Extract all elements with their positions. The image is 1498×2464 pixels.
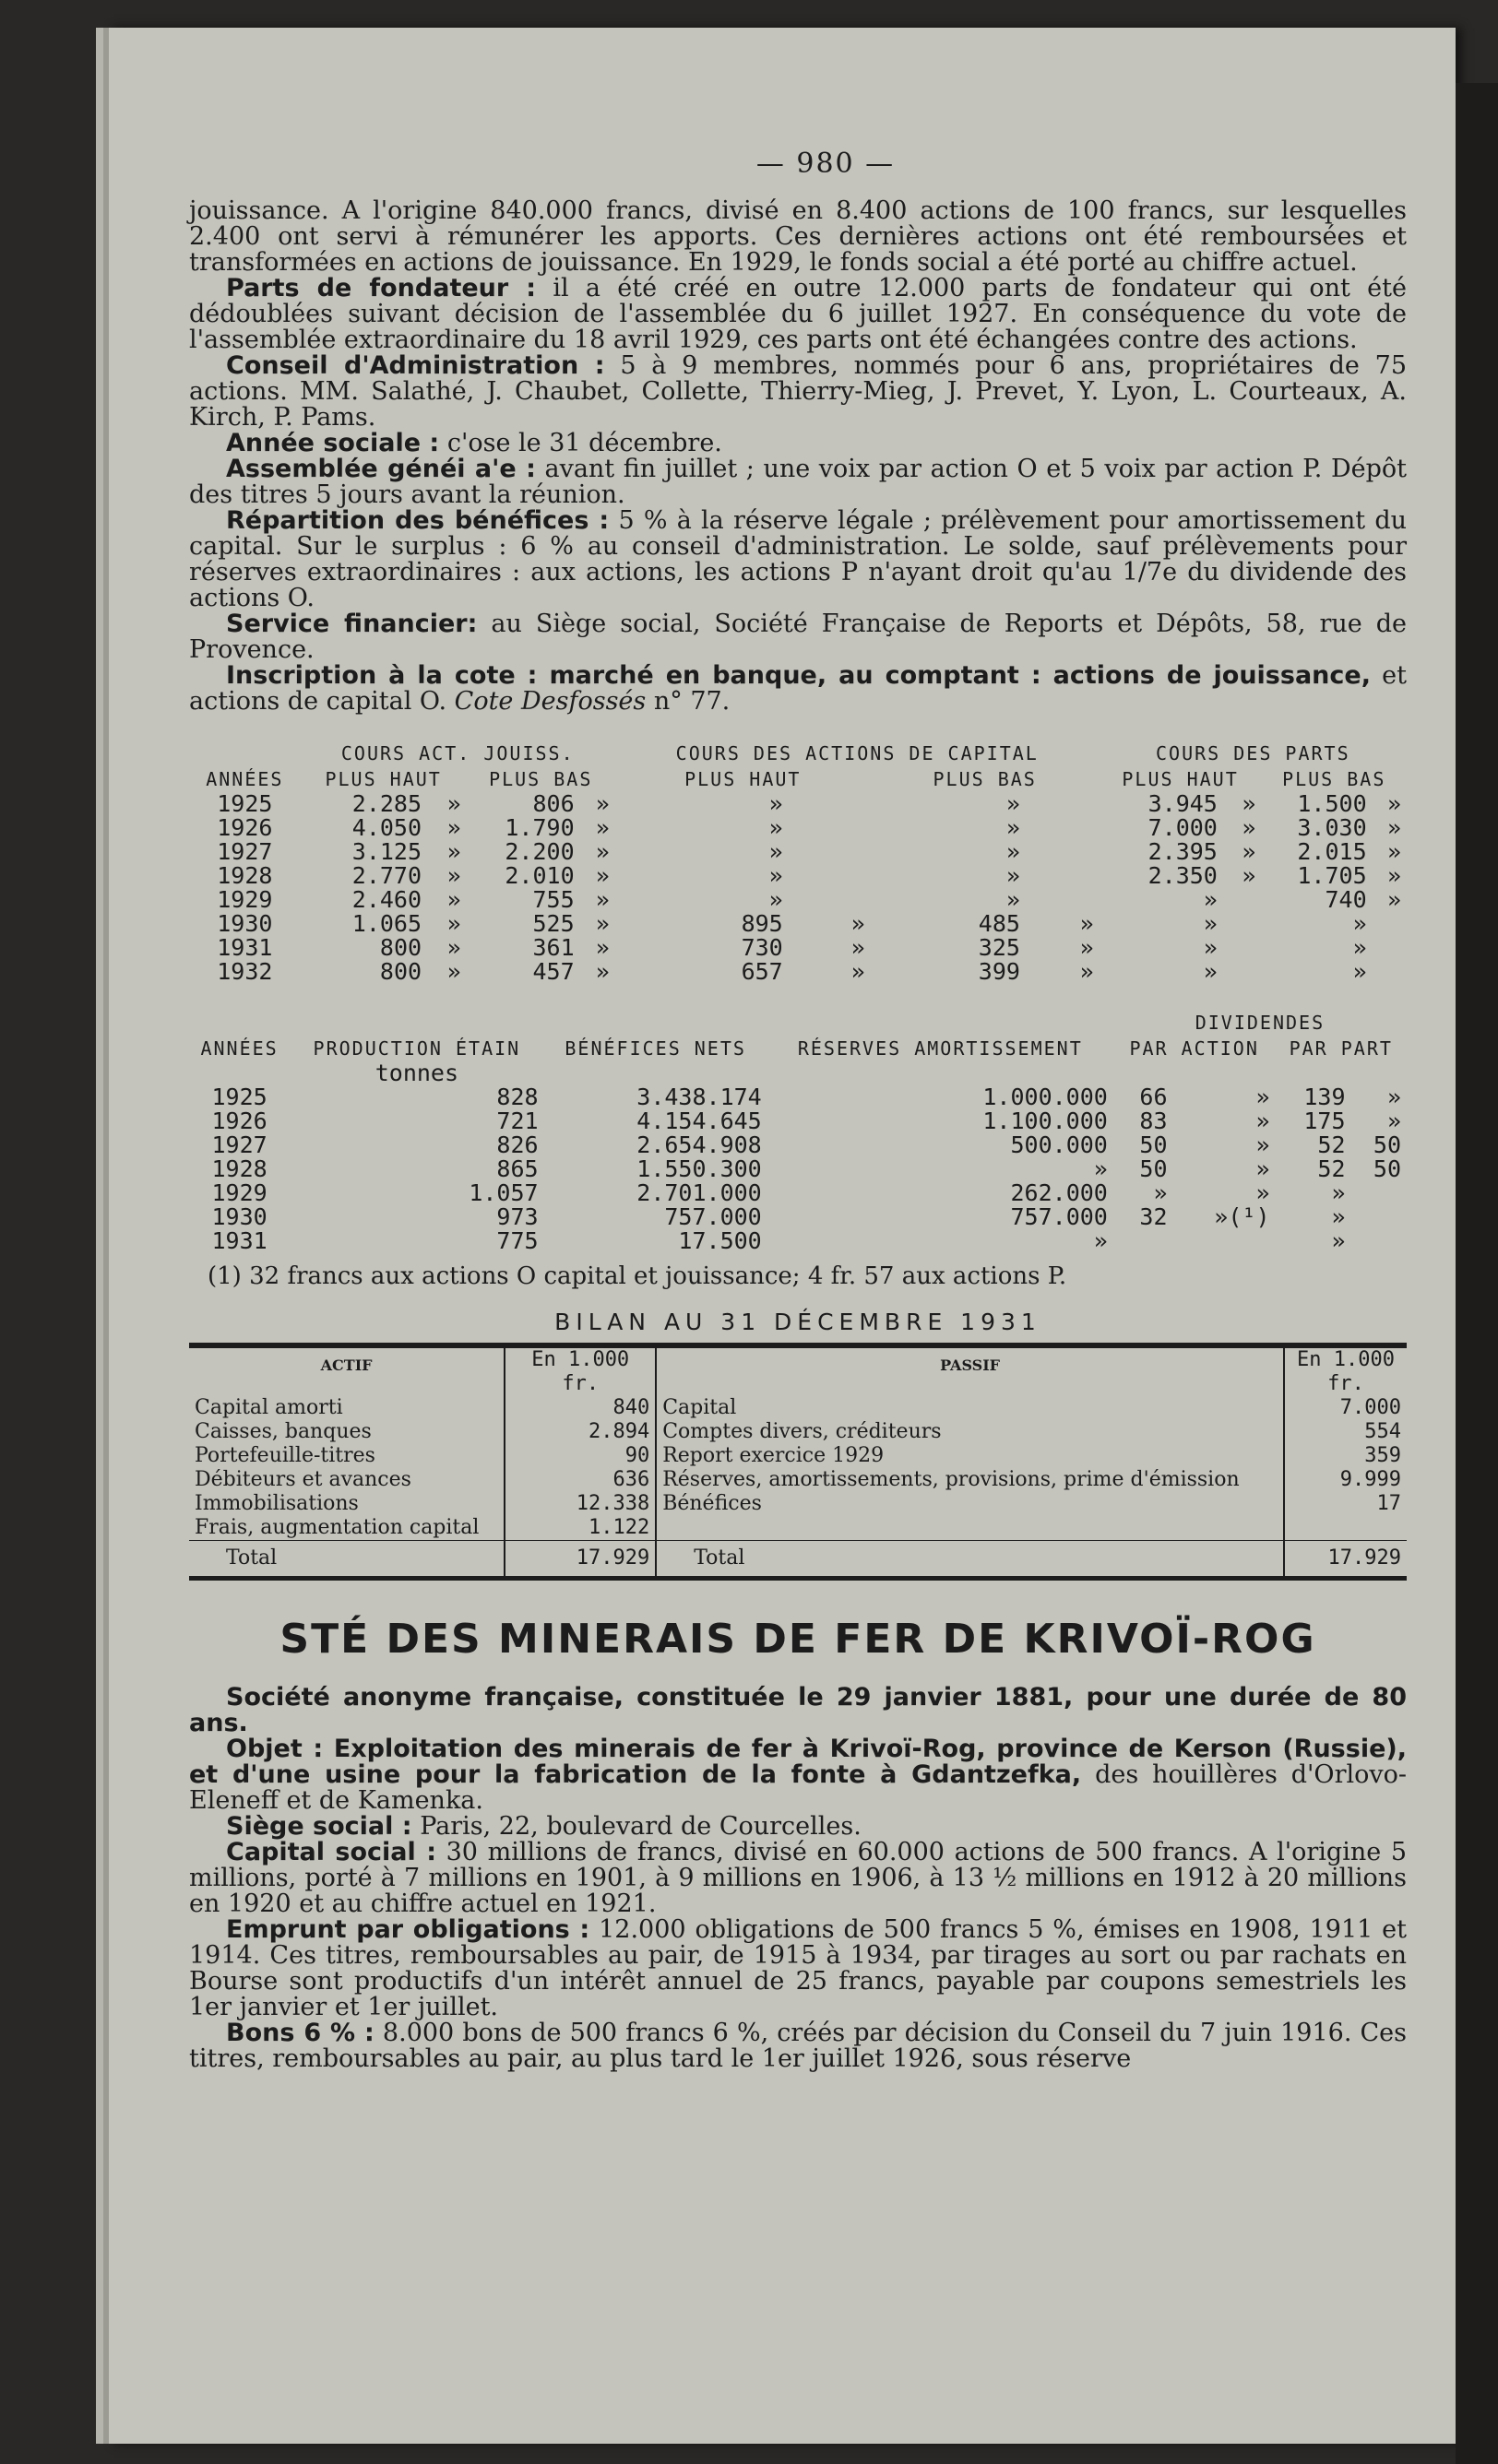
table-cell bbox=[789, 888, 871, 912]
table-row bbox=[189, 888, 1407, 912]
intro-paragraph: jouissance. A l'origine 840.000 francs, divisé en 8.400 actions de 100 francs, sur lesquelles 2.400 ont servi à rémunérer les apports. Ces dernières actions ont été remboursées et transformées en actions de jouissance. En 1929, le fonds social a été porté au chiffre actuel. bbox=[189, 196, 1407, 277]
col-lo-1: PLUS BAS bbox=[489, 768, 593, 790]
balance-row bbox=[189, 1420, 1407, 1444]
table-cell: » bbox=[1005, 838, 1020, 865]
company2-label: Siège social : bbox=[226, 1812, 412, 1841]
section-paragraph bbox=[189, 276, 1407, 353]
actif-amount: 636 bbox=[505, 1468, 656, 1492]
actif-amount: 840 bbox=[505, 1396, 656, 1420]
section-label: Service financier: bbox=[226, 610, 478, 638]
table-cell bbox=[789, 816, 871, 840]
company2-label: Capital social : bbox=[226, 1838, 437, 1866]
passif-label bbox=[656, 1516, 1284, 1541]
table-cell bbox=[1223, 888, 1262, 912]
table-cell: 1.057 bbox=[469, 1179, 539, 1206]
section-paragraph bbox=[189, 431, 1407, 456]
table-cell: » bbox=[446, 790, 461, 817]
section-paragraph bbox=[189, 353, 1407, 431]
table-cell bbox=[1223, 912, 1262, 936]
results-table-body bbox=[189, 1085, 1407, 1253]
page-number: — 980 — bbox=[755, 148, 896, 180]
table-cell: 485 bbox=[978, 910, 1020, 937]
table-cell: 3.030 bbox=[1297, 814, 1367, 841]
balance-row bbox=[189, 1468, 1407, 1492]
table-cell: 1926 bbox=[211, 1108, 268, 1134]
col-lo-2: PLUS BAS bbox=[933, 768, 1037, 790]
table-row bbox=[189, 1133, 1407, 1157]
table-cell bbox=[1026, 816, 1100, 840]
table-cell: » bbox=[1005, 862, 1020, 889]
company2-paragraph bbox=[189, 1917, 1407, 2020]
table-cell: » bbox=[595, 886, 610, 913]
results-table bbox=[189, 1010, 1407, 1253]
company2-text: 12.000 obligations de 500 francs 5 %, émises en 1908, 1911 et 1914. Ces titres, remboursables au pair, de 1915 à 1934, par tirages au sort ou par rachats en Bourse sont productifs d'un intérêt annuel de 25 francs, payable par coupons semestriels les 1er janvier et 1er juillet. bbox=[189, 1915, 1407, 2021]
table-cell: » bbox=[1093, 1155, 1108, 1182]
table-cell: » bbox=[1352, 934, 1367, 961]
section-paragraph bbox=[189, 611, 1407, 663]
table-cell: » bbox=[446, 814, 461, 841]
table-cell: » bbox=[1242, 790, 1256, 817]
section-text: et actions de capital O. bbox=[189, 661, 1407, 716]
section-text: 5 à 9 membres, nommés pour 6 ans, propriétaires de 75 actions. MM. Salathé, J. Chaubet, Collette, Thierry-Mieg, J. Prevet, Y. Lyon, L. Courteaux, A. Kirch, P. Pams. bbox=[189, 351, 1407, 432]
table-cell: 52 bbox=[1317, 1131, 1346, 1158]
page-content bbox=[189, 148, 1407, 2072]
table-cell: » bbox=[1079, 934, 1094, 961]
table-cell: » bbox=[446, 934, 461, 961]
passif-amount: 359 bbox=[1284, 1444, 1407, 1468]
total-actif: 17.929 bbox=[505, 1541, 656, 1579]
actif-label: Débiteurs et avances bbox=[195, 1468, 411, 1491]
section-paragraph bbox=[189, 456, 1407, 508]
passif-amount: 7.000 bbox=[1284, 1396, 1407, 1420]
table-cell: » bbox=[1352, 910, 1367, 937]
table-cell: 865 bbox=[496, 1155, 539, 1182]
table-cell: 500.000 bbox=[1010, 1131, 1108, 1158]
table-cell: » bbox=[850, 958, 865, 985]
table-row bbox=[189, 1085, 1407, 1109]
table-cell: 50 bbox=[1139, 1131, 1168, 1158]
table-cell: 730 bbox=[741, 934, 783, 961]
table-cell: » bbox=[768, 886, 783, 913]
section-text: avant fin juillet ; une voix par action O et 5 voix par action P. Dépôt des titres 5 jours avant la réunion. bbox=[189, 455, 1407, 509]
table-cell: » bbox=[1242, 838, 1256, 865]
table-cell: » bbox=[1005, 790, 1020, 817]
table-cell: 721 bbox=[496, 1108, 539, 1134]
table-cell: 4.154.645 bbox=[636, 1108, 762, 1134]
table-cell: 2.285 bbox=[351, 790, 422, 817]
table-cell: 3.125 bbox=[351, 838, 422, 865]
table-cell: » bbox=[1079, 958, 1094, 985]
passif-label: Réserves, amortissements, provisions, prime d'émission bbox=[662, 1468, 1240, 1491]
actif-label: Portefeuille-titres bbox=[195, 1444, 375, 1467]
company2-bold-text: Exploitation des minerais de fer à Krivoï-Rog, province de Kerson (Russie), et d'une usine pour la fabrication de la fonte à Gdantzefka, bbox=[189, 1735, 1407, 1789]
table-cell: » bbox=[1386, 838, 1401, 865]
table-cell: 1928 bbox=[217, 862, 273, 889]
table-cell: 757.000 bbox=[1010, 1203, 1108, 1230]
table-cell: 800 bbox=[379, 958, 422, 985]
company2-sections bbox=[189, 1736, 1407, 2072]
table-cell: 1.500 bbox=[1297, 790, 1367, 817]
passif-header: PASSIF bbox=[940, 1356, 1001, 1374]
table-row bbox=[189, 792, 1407, 816]
table-cell bbox=[1373, 936, 1407, 960]
col-production: PRODUCTION ÉTAIN bbox=[313, 1037, 521, 1060]
table-cell: 775 bbox=[496, 1227, 539, 1254]
passif-label: Report exercice 1929 bbox=[662, 1444, 885, 1467]
table-cell: » bbox=[768, 790, 783, 817]
section-text: il a été créé en outre 12.000 parts de fondateur qui ont été dédoublées suivant décision de l'assemblée du 6 juillet 1927. En conséquence du vote de l'assemblée extraordinaire du 18 avril 1929, ces parts ont été échangées contre des actions. bbox=[189, 274, 1407, 354]
col-group-jouiss: COURS ACT. JOUISS. bbox=[340, 742, 575, 764]
actif-label: Caisses, banques bbox=[195, 1420, 372, 1443]
table-row bbox=[189, 840, 1407, 864]
table-cell: » bbox=[446, 886, 461, 913]
company2-text: 8.000 bons de 500 francs 6 %, créés par décision du Conseil du 7 juin 1916. Ces titres, remboursables au pair, au plus tard le 1er juillet 1926, sous réserve bbox=[189, 2019, 1407, 2073]
passif-unit: En 1.000 fr. bbox=[1284, 1345, 1407, 1396]
section-paragraph bbox=[189, 663, 1407, 715]
balance-row bbox=[189, 1492, 1407, 1516]
table-row bbox=[189, 1181, 1407, 1205]
table-cell: » bbox=[1386, 1084, 1401, 1110]
company2-paragraph bbox=[189, 2020, 1407, 2072]
table-cell: 1930 bbox=[211, 1203, 268, 1230]
company2-label: Emprunt par obligations : bbox=[226, 1915, 590, 1944]
table-cell: » bbox=[1242, 814, 1256, 841]
table-cell: » bbox=[1386, 790, 1401, 817]
table-cell: 1932 bbox=[217, 958, 273, 985]
table-cell: 7.000 bbox=[1147, 814, 1218, 841]
table-cell: 1928 bbox=[211, 1155, 268, 1182]
table-cell: » bbox=[1005, 814, 1020, 841]
table-cell: » bbox=[595, 910, 610, 937]
table-cell: 50 bbox=[1139, 1155, 1168, 1182]
actif-label: Frais, augmentation capital bbox=[195, 1516, 480, 1539]
table-cell: 2.701.000 bbox=[636, 1179, 762, 1206]
company2-text: 30 millions de francs, divisé en 60.000 actions de 500 francs. A l'origine 5 millions, porté à 7 millions en 1901, à 9 millions en 1906, à 13 ½ millions en 1912 à 20 millions en 1920 et au chiffre actuel en 1921. bbox=[189, 1838, 1407, 1918]
table-cell: 755 bbox=[532, 886, 575, 913]
actif-unit: En 1.000 fr. bbox=[505, 1345, 656, 1396]
table-cell bbox=[1223, 936, 1262, 960]
section-label: Année sociale : bbox=[226, 429, 440, 457]
table-cell: 1.000.000 bbox=[982, 1084, 1108, 1110]
col-group-capital: COURS DES ACTIONS DE CAPITAL bbox=[675, 742, 1039, 764]
price-table-body bbox=[189, 792, 1407, 984]
table-cell: » bbox=[446, 862, 461, 889]
table-cell: 52 bbox=[1317, 1155, 1346, 1182]
actif-amount: 12.338 bbox=[505, 1492, 656, 1516]
table-row bbox=[189, 816, 1407, 840]
table-row bbox=[189, 936, 1407, 960]
table-cell: 2.200 bbox=[505, 838, 575, 865]
balance-row bbox=[189, 1444, 1407, 1468]
section-label: Assemblée généi a'e : bbox=[226, 455, 536, 483]
table-row bbox=[189, 1205, 1407, 1229]
table-cell: 2.395 bbox=[1147, 838, 1218, 865]
table-cell: » bbox=[768, 814, 783, 841]
table-cell bbox=[1373, 960, 1407, 984]
table-cell: 2.654.908 bbox=[636, 1131, 762, 1158]
price-table bbox=[189, 740, 1407, 984]
table-cell: » bbox=[1386, 814, 1401, 841]
table-cell: 1.790 bbox=[505, 814, 575, 841]
table-cell: 1931 bbox=[211, 1227, 268, 1254]
table-cell: » bbox=[595, 838, 610, 865]
table-cell: 525 bbox=[532, 910, 575, 937]
table-cell: » bbox=[850, 934, 865, 961]
col-annees-2: ANNÉES bbox=[200, 1037, 279, 1060]
table-cell: 50 bbox=[1373, 1131, 1401, 1158]
table-cell: 83 bbox=[1139, 1108, 1168, 1134]
col-hi-2: PLUS HAUT bbox=[684, 768, 802, 790]
table-cell: 2.460 bbox=[351, 886, 422, 913]
table-cell: » bbox=[1203, 910, 1218, 937]
passif-amount bbox=[1284, 1516, 1407, 1541]
table-cell bbox=[1351, 1205, 1407, 1229]
table-cell: » bbox=[1255, 1084, 1270, 1110]
actif-amount: 90 bbox=[505, 1444, 656, 1468]
actif-label: Immobilisations bbox=[195, 1492, 359, 1515]
table-cell: » bbox=[1079, 910, 1094, 937]
table-cell: » bbox=[1255, 1108, 1270, 1134]
passif-label: Capital bbox=[662, 1396, 737, 1419]
section-italic-text: Cote Desfossés bbox=[454, 687, 647, 716]
table-cell: 1927 bbox=[217, 838, 273, 865]
table-cell: 262.000 bbox=[1010, 1179, 1108, 1206]
table-cell bbox=[789, 864, 871, 888]
company2-label: Objet : bbox=[226, 1735, 324, 1763]
table-cell: 3.945 bbox=[1147, 790, 1218, 817]
table-cell bbox=[1223, 960, 1262, 984]
table-cell: » bbox=[446, 838, 461, 865]
table-cell: 657 bbox=[741, 958, 783, 985]
company-sections bbox=[189, 276, 1407, 715]
table-cell: » bbox=[1386, 862, 1401, 889]
table-cell: 828 bbox=[496, 1084, 539, 1110]
company2-text: Paris, 22, boulevard de Courcelles. bbox=[411, 1812, 862, 1841]
table-cell: 2.015 bbox=[1297, 838, 1367, 865]
company2-text: des houillères d'Orlovo-Eleneff et de Kamenka. bbox=[189, 1760, 1407, 1815]
table-cell: 1927 bbox=[211, 1131, 268, 1158]
company2-label: Bons 6 % : bbox=[226, 2019, 374, 2047]
table-cell: 325 bbox=[978, 934, 1020, 961]
table-cell: 32 bbox=[1139, 1203, 1168, 1230]
table-cell bbox=[1026, 864, 1100, 888]
passif-amount: 9.999 bbox=[1284, 1468, 1407, 1492]
table-cell: 17.500 bbox=[678, 1227, 762, 1254]
table-cell: 139 bbox=[1303, 1084, 1346, 1110]
section-label: Inscription à la cote : bbox=[226, 661, 538, 690]
balance-row bbox=[189, 1396, 1407, 1420]
table-cell: » bbox=[1255, 1179, 1270, 1206]
total-actif-label: Total bbox=[189, 1541, 505, 1579]
table-cell: 2.770 bbox=[351, 862, 422, 889]
table-cell: 66 bbox=[1139, 1084, 1168, 1110]
balance-sheet-body bbox=[189, 1396, 1407, 1541]
table-cell: » bbox=[1331, 1179, 1346, 1206]
col-annees: ANNÉES bbox=[206, 768, 284, 790]
col-hi-3: PLUS HAUT bbox=[1122, 768, 1239, 790]
passif-label: Comptes divers, créditeurs bbox=[662, 1420, 942, 1443]
section-label: Répartition des bénéfices : bbox=[226, 506, 610, 535]
table-row bbox=[189, 1109, 1407, 1133]
table-cell: » bbox=[446, 910, 461, 937]
table-cell: 1930 bbox=[217, 910, 273, 937]
table-cell: 2.010 bbox=[505, 862, 575, 889]
table-cell: 1929 bbox=[217, 886, 273, 913]
company-intro: Société anonyme française, constituée le 29 janvier 1881, pour une durée de 80 ans. bbox=[189, 1683, 1407, 1737]
table-cell: » bbox=[595, 862, 610, 889]
table-cell: » bbox=[1331, 1227, 1346, 1254]
bilan-title: BILAN AU 31 DÉCEMBRE 1931 bbox=[554, 1309, 1041, 1335]
table-row bbox=[189, 1157, 1407, 1181]
table-cell: 1.705 bbox=[1297, 862, 1367, 889]
table-row bbox=[189, 864, 1407, 888]
table-cell bbox=[1026, 792, 1100, 816]
col-par-action: PAR ACTION bbox=[1129, 1037, 1259, 1060]
table-cell: »(¹) bbox=[1214, 1203, 1270, 1230]
table-cell: » bbox=[1386, 1108, 1401, 1134]
total-passif: 17.929 bbox=[1284, 1541, 1407, 1579]
col-par-part: PAR PART bbox=[1289, 1037, 1393, 1060]
table-cell: » bbox=[1203, 934, 1218, 961]
table-row bbox=[189, 912, 1407, 936]
total-passif-label: Total bbox=[656, 1541, 1284, 1579]
col-dividendes: DIVIDENDES bbox=[1195, 1012, 1326, 1034]
table-cell: » bbox=[850, 910, 865, 937]
table-cell: » bbox=[1331, 1203, 1346, 1230]
table-cell: 3.438.174 bbox=[636, 1084, 762, 1110]
table-cell: 800 bbox=[379, 934, 422, 961]
table-cell: 1929 bbox=[211, 1179, 268, 1206]
section-text: au Siège social, Société Française de Reports et Dépôts, 58, rue de Provence. bbox=[189, 610, 1407, 664]
actif-header: ACTIF bbox=[320, 1356, 373, 1374]
table-cell: 1925 bbox=[217, 790, 273, 817]
section-label: Conseil d'Administration : bbox=[226, 351, 605, 380]
table-cell bbox=[1373, 912, 1407, 936]
section-text-end: n° 77. bbox=[646, 687, 731, 716]
col-lo-3: PLUS BAS bbox=[1282, 768, 1386, 790]
table-cell: » bbox=[1386, 886, 1401, 913]
company2-paragraph bbox=[189, 1840, 1407, 1917]
table-cell: » bbox=[1352, 958, 1367, 985]
table-cell: 457 bbox=[532, 958, 575, 985]
table-cell: » bbox=[595, 958, 610, 985]
table-cell: 399 bbox=[978, 958, 1020, 985]
passif-label: Bénéfices bbox=[662, 1492, 762, 1515]
table-cell: 50 bbox=[1373, 1155, 1401, 1182]
table-cell: 1.550.300 bbox=[636, 1155, 762, 1182]
actif-label: Capital amorti bbox=[195, 1396, 343, 1419]
table-cell bbox=[789, 792, 871, 816]
table-cell: » bbox=[1255, 1155, 1270, 1182]
actif-amount: 1.122 bbox=[505, 1516, 656, 1541]
table-cell bbox=[1113, 1229, 1173, 1253]
section-bold-text: marché en banque, au comptant : actions de jouissance, bbox=[537, 661, 1371, 690]
table-cell bbox=[1173, 1229, 1276, 1253]
table-cell: 806 bbox=[532, 790, 575, 817]
section-paragraph bbox=[189, 508, 1407, 611]
table-cell: » bbox=[1093, 1227, 1108, 1254]
table-cell: 361 bbox=[532, 934, 575, 961]
table-cell: 1925 bbox=[211, 1084, 268, 1110]
table-cell bbox=[1026, 888, 1100, 912]
table-cell bbox=[1351, 1181, 1407, 1205]
company-title: STÉ DES MINERAIS DE FER DE KRIVOÏ-ROG bbox=[279, 1616, 1316, 1663]
section-text: c'ose le 31 décembre. bbox=[439, 429, 722, 457]
col-benefices: BÉNÉFICES NETS bbox=[565, 1037, 746, 1060]
table-cell: 1931 bbox=[217, 934, 273, 961]
table-cell: 2.350 bbox=[1147, 862, 1218, 889]
table-cell bbox=[1026, 840, 1100, 864]
col-reserves: RÉSERVES AMORTISSEMENT bbox=[797, 1037, 1083, 1060]
table-cell: » bbox=[595, 814, 610, 841]
table-cell: 1.100.000 bbox=[982, 1108, 1108, 1134]
company2-paragraph bbox=[189, 1736, 1407, 1814]
table-cell: » bbox=[1203, 958, 1218, 985]
table-cell: » bbox=[1153, 1179, 1168, 1206]
table-cell bbox=[789, 840, 871, 864]
table-cell: » bbox=[1005, 886, 1020, 913]
table-cell: » bbox=[446, 958, 461, 985]
passif-amount: 17 bbox=[1284, 1492, 1407, 1516]
table-cell: » bbox=[595, 790, 610, 817]
col-group-parts: COURS DES PARTS bbox=[1156, 742, 1350, 764]
table-cell: 895 bbox=[741, 910, 783, 937]
table-cell: 4.050 bbox=[351, 814, 422, 841]
table-cell: 175 bbox=[1303, 1108, 1346, 1134]
company2-paragraph bbox=[189, 1814, 1407, 1840]
table-cell: » bbox=[1242, 862, 1256, 889]
col-hi-1: PLUS HAUT bbox=[325, 768, 442, 790]
balance-row bbox=[189, 1516, 1407, 1541]
footnote: (1) 32 francs aux actions O capital et jouissance; 4 fr. 57 aux actions P. bbox=[208, 1262, 1067, 1290]
table-cell: 757.000 bbox=[664, 1203, 762, 1230]
table-cell: » bbox=[768, 862, 783, 889]
table-cell: 1926 bbox=[217, 814, 273, 841]
balance-sheet bbox=[189, 1343, 1407, 1581]
table-cell: » bbox=[595, 934, 610, 961]
table-cell bbox=[1351, 1229, 1407, 1253]
table-cell: » bbox=[1255, 1131, 1270, 1158]
table-cell: » bbox=[1203, 886, 1218, 913]
table-cell: 1.065 bbox=[351, 910, 422, 937]
actif-amount: 2.894 bbox=[505, 1420, 656, 1444]
table-row bbox=[189, 960, 1407, 984]
page-edge bbox=[1456, 83, 1498, 2464]
section-label: Parts de fondateur : bbox=[226, 274, 537, 302]
table-cell: » bbox=[768, 838, 783, 865]
table-cell: 973 bbox=[496, 1203, 539, 1230]
section-text: 5 % à la réserve légale ; prélèvement pour amortissement du capital. Sur le surplus : 6 % au conseil d'administration. Le solde, sauf prélèvements pour réserves extraordinaires : aux actions, les actions P n'ayant droit qu'au 1/7e du dividende des actions O. bbox=[189, 506, 1407, 612]
table-cell: 740 bbox=[1325, 886, 1367, 913]
unit-tonnes: tonnes bbox=[374, 1060, 459, 1086]
table-cell: 826 bbox=[496, 1131, 539, 1158]
table-row bbox=[189, 1229, 1407, 1253]
passif-amount: 554 bbox=[1284, 1420, 1407, 1444]
